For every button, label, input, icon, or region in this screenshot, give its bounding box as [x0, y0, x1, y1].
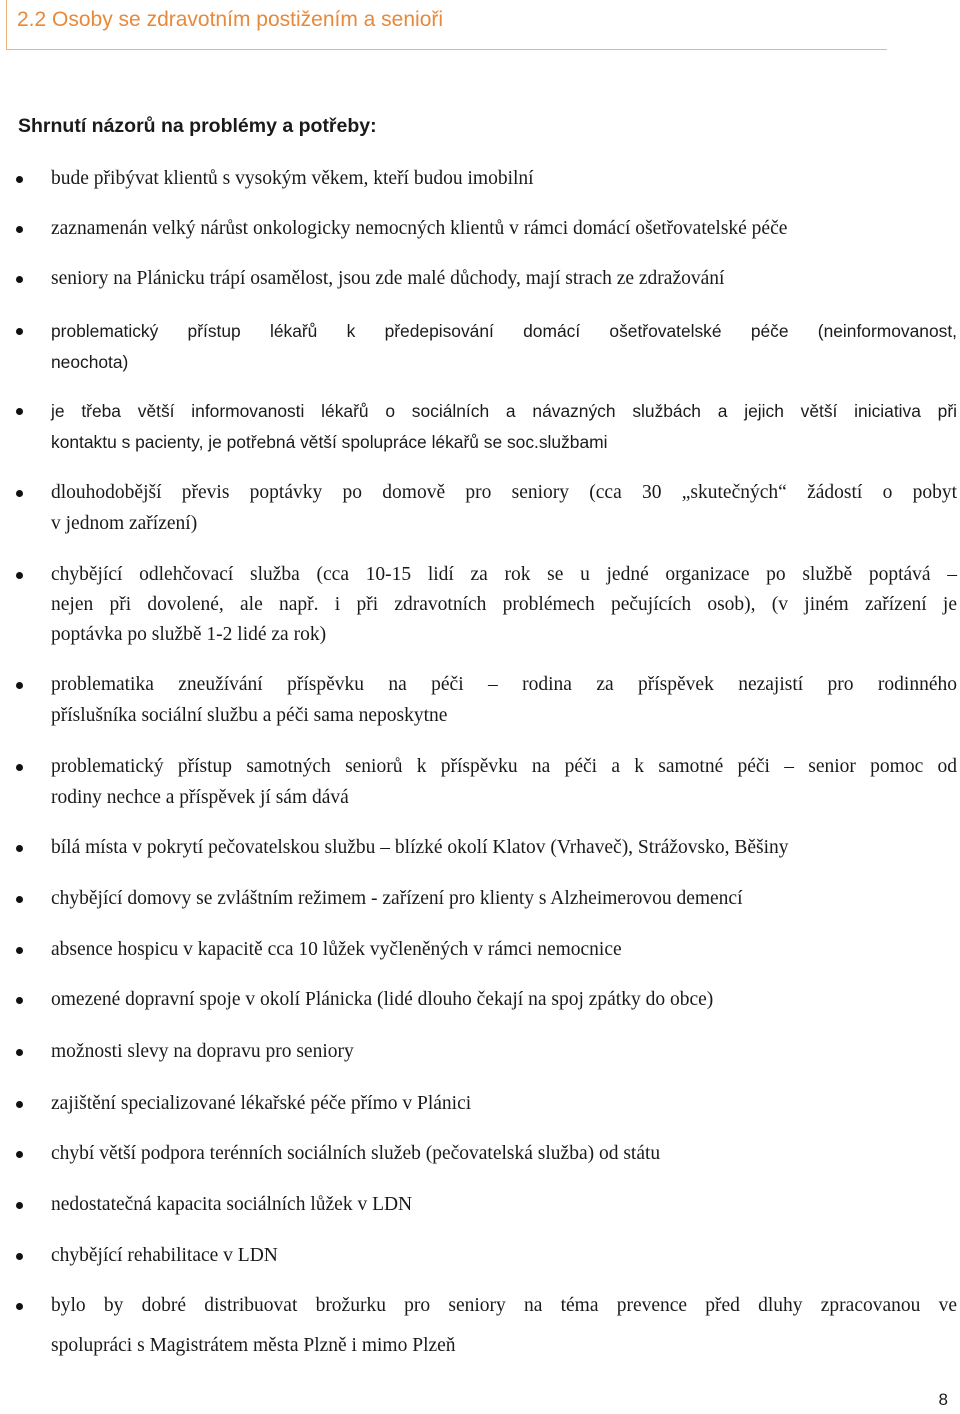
bullet-icon — [16, 176, 23, 183]
list-item-text: problematika zneužívání příspěvku na péči – rodina za příspěvek nezajistí pro rodinného — [51, 674, 957, 695]
list-item-text: omezené dopravní spoje v okolí Plánicka (lidé dlouho čekají na spoj zpátky do obce) — [51, 989, 714, 1010]
bullet-icon — [16, 572, 23, 579]
bullet-icon — [16, 490, 23, 497]
list-item-text: absence hospicu v kapacitě cca 10 lůžek vyčleněných v rámci nemocnice — [51, 939, 622, 960]
list-item-text: neochota) — [51, 352, 129, 372]
list-item-text: možnosti slevy na dopravu pro seniory — [51, 1041, 354, 1062]
bullet-icon — [16, 276, 23, 283]
list-item-text: zajištění specializované lékařské péče přímo v Plánici — [51, 1093, 472, 1114]
bullet-icon — [16, 997, 23, 1004]
bullet-icon — [16, 1253, 23, 1260]
bullet-icon — [16, 328, 23, 335]
list-item-text: chybějící domovy se zvláštním režimem - zařízení pro klienty s Alzheimerovou demencí — [51, 888, 743, 909]
bullet-icon — [16, 1151, 23, 1158]
list-item-text: v jednom zařízení) — [51, 513, 198, 534]
bullet-icon — [16, 947, 23, 954]
list-item-text: chybí větší podpora terénních sociálních služeb (pečovatelská služba) od státu — [51, 1143, 661, 1164]
bullet-icon — [16, 408, 23, 415]
list-item-text: bílá místa v pokrytí pečovatelskou službu – blízké okolí Klatov (Vrhaveč), Strážovsko, Běšiny — [51, 837, 789, 858]
list-item-text: nedostatečná kapacita sociálních lůžek v LDN — [51, 1194, 413, 1215]
list-item-text: seniory na Plánicku trápí osamělost, jsou zde malé důchody, mají strach ze zdražování — [51, 268, 725, 289]
bullet-icon — [16, 1049, 23, 1056]
list-item-text: rodiny nechce a příspěvek jí sám dává — [51, 787, 349, 808]
list-item-text: příslušníka sociální službu a péči sama neposkytne — [51, 705, 448, 726]
list-item-text: chybějící odlehčovací služba (cca 10-15 lidí za rok se u jedné organizace po službě poptává – — [51, 564, 957, 585]
list-item-text: problematický přístup lékařů k předepisování domácí ošetřovatelské péče (neinformovanost, — [51, 321, 957, 341]
section-heading: 2.2 Osoby se zdravotním postižením a senioři — [17, 8, 444, 31]
list-item-text: spolupráci s Magistrátem města Plzně i mimo Plzeň — [51, 1335, 456, 1356]
bullet-icon — [16, 896, 23, 903]
list-item-text: bylo by dobré distribuovat brožurku pro seniory na téma prevence před dluhy zpracovanou ve — [51, 1295, 957, 1316]
bullet-icon — [16, 764, 23, 771]
list-item-text: dlouhodobější převis poptávky po domově pro seniory (cca 30 „skutečných“ žádostí o pobyt — [51, 482, 957, 503]
list-item-text: poptávka po službě 1-2 lidé za rok) — [51, 624, 327, 645]
list-item-text: chybějící rehabilitace v LDN — [51, 1245, 278, 1266]
list-item-text: kontaktu s pacienty, je potřebná větší spolupráce lékařů se soc.službami — [51, 432, 608, 452]
bullet-icon — [16, 1303, 23, 1310]
list-item-text: zaznamenán velký nárůst onkologicky nemocných klientů v rámci domácí ošetřovatelské péče — [51, 218, 788, 239]
bullet-icon — [16, 845, 23, 852]
bullet-icon — [16, 682, 23, 689]
list-item-text: nejen při dovolené, ale např. i při zdravotních problémech pečujících osob), (v jiném zařízení je — [51, 594, 957, 615]
bullet-icon — [16, 1202, 23, 1209]
list-item-text: problematický přístup samotných seniorů k příspěvku na péči a k samotné péči – senior pomoc od — [51, 756, 957, 777]
list-item-text: je třeba větší informovanosti lékařů o sociálních a návazných službách a jejich větší iniciativa při — [51, 401, 957, 421]
bullet-icon — [16, 1101, 23, 1108]
summary-title: Shrnutí názorů na problémy a potřeby: — [18, 115, 377, 137]
bullet-icon — [16, 226, 23, 233]
list-item-text: bude přibývat klientů s vysokým věkem, kteří budou imobilní — [51, 168, 534, 189]
page-number: 8 — [938, 1390, 948, 1409]
